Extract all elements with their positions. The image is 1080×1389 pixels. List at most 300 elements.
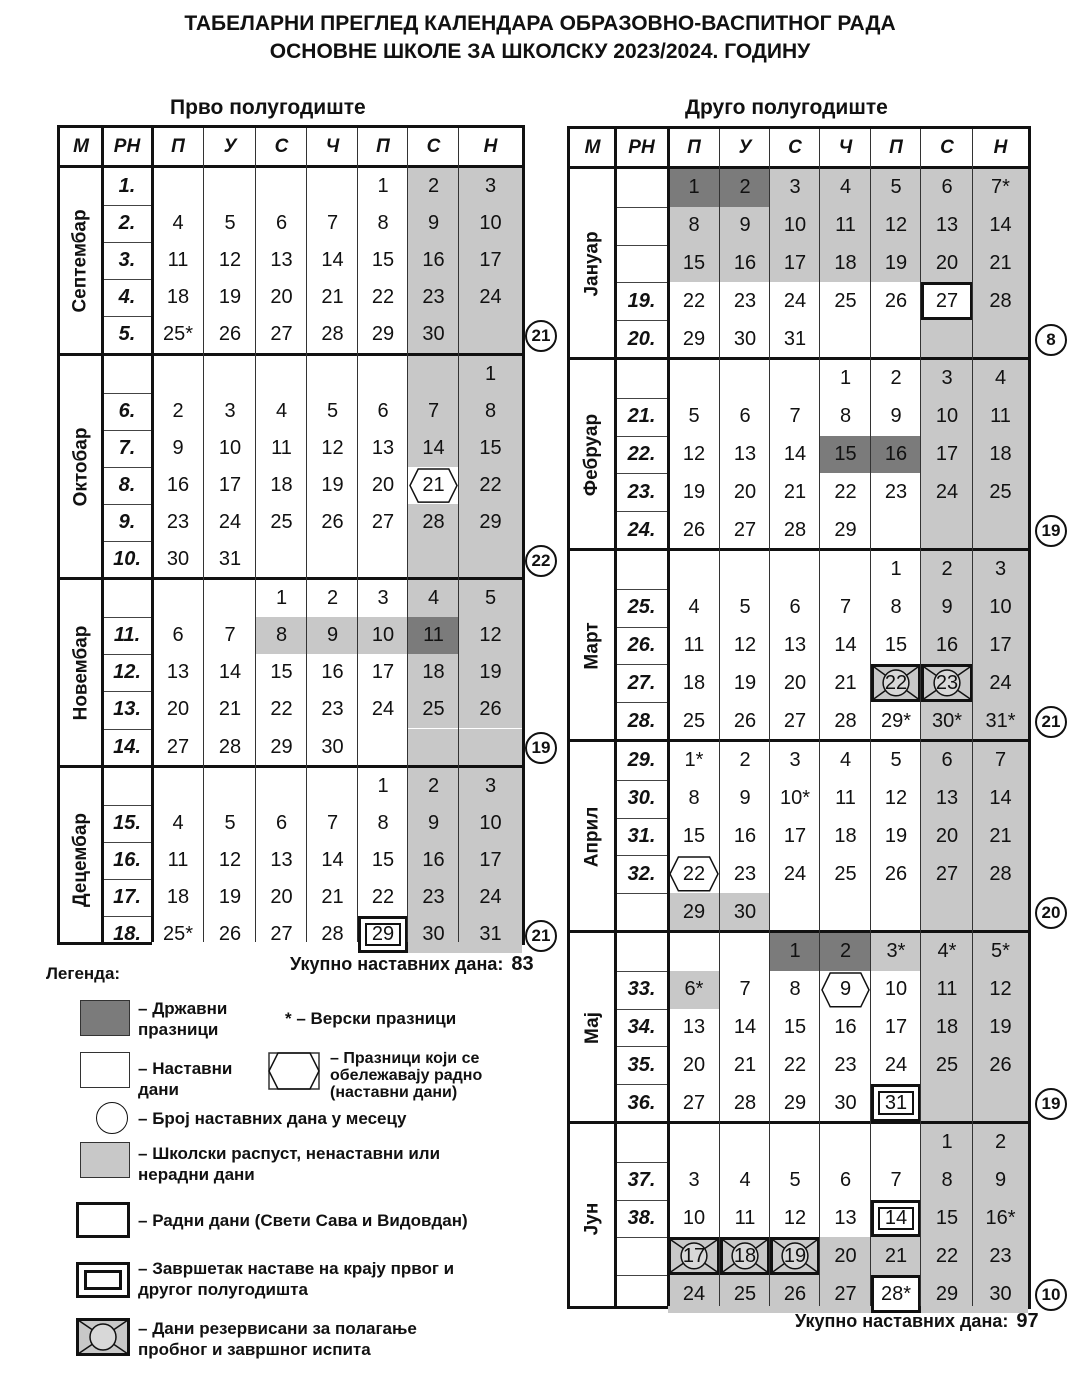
day-cell bbox=[973, 473, 1028, 511]
day-cell bbox=[871, 664, 921, 702]
day-number: 7* bbox=[991, 176, 1010, 199]
day-cell bbox=[720, 818, 770, 856]
day-cell bbox=[408, 168, 459, 205]
day-number: 10 bbox=[989, 596, 1012, 619]
empty-cell bbox=[256, 541, 307, 578]
empty-cell bbox=[408, 541, 459, 578]
day-cell bbox=[307, 617, 358, 654]
week-number: 12. bbox=[113, 661, 141, 684]
legend-break-days-text: Школски распуст, ненаставни или нерадни дани bbox=[138, 1144, 441, 1184]
day-number: 23 bbox=[884, 480, 908, 503]
day-number: 22 bbox=[834, 480, 857, 503]
month-day-count: 22 bbox=[525, 545, 557, 577]
day-number: 17 bbox=[783, 251, 807, 274]
day-number: 29* bbox=[880, 709, 912, 732]
day-number: 24 bbox=[218, 510, 242, 533]
first-half-calendar bbox=[57, 125, 525, 945]
legend-working-days: – Радни дани (Свети Сава и Видовдан) bbox=[138, 1211, 468, 1230]
day-cell bbox=[820, 360, 871, 398]
day-cell bbox=[973, 245, 1028, 283]
day-number: 6* bbox=[684, 978, 704, 1001]
day-cell bbox=[668, 511, 720, 549]
day-cell bbox=[973, 780, 1028, 818]
day-cell bbox=[921, 245, 973, 283]
day-number: 25 bbox=[834, 289, 857, 312]
month-label bbox=[570, 1124, 615, 1313]
day-number: 2 bbox=[739, 749, 751, 772]
column-divider bbox=[972, 129, 973, 1306]
day-number: 31 bbox=[218, 548, 242, 571]
day-cell bbox=[720, 169, 770, 207]
day-cell bbox=[973, 664, 1028, 702]
day-number: 3 bbox=[789, 749, 801, 772]
day-number: 5 bbox=[688, 405, 700, 428]
day-number: 3 bbox=[484, 175, 497, 198]
day-cell bbox=[256, 316, 307, 353]
day-cell bbox=[720, 1162, 770, 1200]
day-cell bbox=[871, 473, 921, 511]
day-number: 26 bbox=[884, 862, 908, 885]
day-cell bbox=[307, 805, 358, 842]
legend-state-holiday-swatch bbox=[80, 1000, 130, 1036]
day-cell bbox=[770, 933, 820, 971]
legend-exam-icon bbox=[76, 1318, 130, 1356]
day-number: 27 bbox=[682, 1091, 706, 1114]
day-cell bbox=[820, 1162, 871, 1200]
month-name: Фебруар bbox=[581, 413, 603, 496]
day-cell bbox=[921, 1275, 973, 1313]
day-cell bbox=[820, 933, 871, 971]
day-number: 27 bbox=[733, 518, 757, 541]
day-number: 8 bbox=[377, 212, 389, 235]
legend-day-count-text: Број наставних дана у месецу bbox=[152, 1109, 407, 1128]
day-number: 20 bbox=[270, 286, 293, 309]
day-number: 21 bbox=[834, 671, 857, 694]
day-number: 12 bbox=[884, 787, 908, 810]
day-number: 31 bbox=[884, 1091, 908, 1114]
day-cell bbox=[871, 436, 921, 474]
day-cell bbox=[408, 617, 459, 654]
empty-cell bbox=[871, 320, 921, 358]
day-cell bbox=[668, 818, 720, 856]
legend-diamond-icon bbox=[268, 1052, 320, 1090]
month-day-count: 21 bbox=[525, 920, 557, 952]
day-number: 3 bbox=[688, 1169, 700, 1192]
day-cell bbox=[408, 467, 459, 504]
day-number: 22 bbox=[682, 862, 706, 885]
empty-cell bbox=[770, 893, 820, 931]
day-cell bbox=[720, 780, 770, 818]
day-cell bbox=[358, 691, 408, 728]
day-cell bbox=[256, 242, 307, 279]
day-number: 22 bbox=[371, 286, 395, 309]
day-number: 20 bbox=[371, 473, 395, 496]
day-cell bbox=[921, 1124, 973, 1162]
month-name: Мај bbox=[581, 1011, 603, 1044]
day-cell bbox=[820, 1237, 871, 1275]
legend-school-day-swatch bbox=[80, 1052, 130, 1088]
legend-school-days-text: Наставни дани bbox=[138, 1059, 233, 1099]
day-number: 19 bbox=[218, 885, 242, 908]
day-number: 5 bbox=[739, 596, 751, 619]
day-number: 3 bbox=[994, 558, 1007, 581]
day-number: 2 bbox=[739, 176, 751, 199]
day-cell bbox=[358, 467, 408, 504]
day-number: 20 bbox=[935, 824, 959, 847]
week-number bbox=[615, 169, 668, 207]
day-number: 10* bbox=[779, 787, 811, 810]
header-cell: Н bbox=[483, 135, 498, 157]
day-number: 23 bbox=[321, 698, 344, 721]
day-number: 27 bbox=[935, 289, 959, 312]
day-number: 13 bbox=[935, 787, 959, 810]
empty-cell bbox=[307, 541, 358, 578]
day-number: 3 bbox=[789, 176, 801, 199]
day-cell bbox=[820, 1046, 871, 1084]
day-number: 26 bbox=[479, 698, 502, 721]
second-half-total-value: 97 bbox=[1016, 1310, 1039, 1332]
week-number: 16. bbox=[113, 848, 141, 871]
day-number: 8 bbox=[377, 811, 389, 834]
month-day-count: 19 bbox=[1035, 1088, 1067, 1120]
day-cell bbox=[820, 664, 871, 702]
month-name: Јун bbox=[581, 1202, 603, 1235]
day-cell bbox=[820, 780, 871, 818]
day-number: 8 bbox=[789, 978, 801, 1001]
day-number: 24 bbox=[783, 289, 807, 312]
day-number: 14 bbox=[321, 848, 344, 871]
day-cell bbox=[256, 729, 307, 766]
day-cell bbox=[820, 169, 871, 207]
column-divider bbox=[255, 128, 256, 942]
week-number bbox=[102, 768, 152, 805]
day-number: 18 bbox=[166, 885, 190, 908]
day-cell bbox=[921, 1200, 973, 1238]
header-cell: Н bbox=[993, 136, 1008, 158]
empty-cell bbox=[668, 551, 720, 589]
column-divider bbox=[819, 129, 820, 1306]
day-number: 30 bbox=[834, 1091, 857, 1114]
header-cell: Ч bbox=[325, 135, 340, 157]
day-cell bbox=[770, 589, 820, 627]
day-cell bbox=[820, 702, 871, 740]
second-half-title: Друго полугодиште bbox=[685, 96, 888, 119]
day-cell bbox=[408, 768, 459, 805]
day-number: 22 bbox=[479, 473, 502, 496]
day-cell bbox=[720, 436, 770, 474]
day-number: 27 bbox=[270, 323, 293, 346]
week-number: 36. bbox=[627, 1091, 656, 1114]
day-number: 16 bbox=[834, 1015, 857, 1038]
day-number: 27 bbox=[834, 1282, 857, 1305]
day-cell bbox=[668, 1200, 720, 1238]
day-cell bbox=[720, 1200, 770, 1238]
day-cell bbox=[770, 1275, 820, 1313]
day-cell bbox=[973, 398, 1028, 436]
day-cell bbox=[720, 664, 770, 702]
week-number: 1. bbox=[118, 175, 136, 198]
day-number: 4 bbox=[994, 367, 1007, 390]
day-cell bbox=[871, 818, 921, 856]
day-cell bbox=[204, 879, 256, 916]
day-cell bbox=[820, 245, 871, 283]
day-number: 27 bbox=[935, 862, 959, 885]
day-cell bbox=[770, 398, 820, 436]
empty-cell bbox=[921, 511, 973, 549]
day-number: 5 bbox=[326, 399, 339, 422]
day-number: 16 bbox=[733, 824, 757, 847]
month-day-count: 20 bbox=[1035, 897, 1067, 929]
month-name: Октобар bbox=[70, 427, 92, 507]
day-cell bbox=[921, 780, 973, 818]
day-number: 17 bbox=[479, 848, 502, 871]
day-cell bbox=[668, 398, 720, 436]
month-label bbox=[570, 933, 615, 1122]
day-number: 11 bbox=[167, 848, 189, 871]
day-number: 2 bbox=[427, 774, 440, 797]
legend-working-day-swatch bbox=[76, 1202, 130, 1238]
day-cell bbox=[459, 617, 522, 654]
day-number: 31 bbox=[783, 327, 807, 350]
day-cell bbox=[307, 316, 358, 353]
day-cell bbox=[307, 879, 358, 916]
day-cell bbox=[408, 916, 459, 953]
day-cell bbox=[152, 393, 204, 430]
day-cell bbox=[459, 279, 522, 316]
day-cell bbox=[668, 1237, 720, 1275]
day-cell bbox=[668, 207, 720, 245]
empty-cell bbox=[871, 511, 921, 549]
day-number: 26 bbox=[218, 923, 242, 946]
empty-cell bbox=[204, 356, 256, 393]
column-divider bbox=[151, 128, 154, 942]
day-cell bbox=[152, 691, 204, 728]
day-cell bbox=[307, 729, 358, 766]
day-cell bbox=[204, 729, 256, 766]
day-number: 15 bbox=[682, 824, 706, 847]
day-cell bbox=[358, 654, 408, 691]
day-cell bbox=[408, 393, 459, 430]
day-cell bbox=[770, 320, 820, 358]
day-number: 19 bbox=[884, 251, 908, 274]
day-cell bbox=[459, 768, 522, 805]
day-number: 23 bbox=[166, 510, 190, 533]
day-number: 15 bbox=[682, 251, 706, 274]
day-cell bbox=[152, 617, 204, 654]
day-number: 21 bbox=[989, 251, 1012, 274]
day-cell bbox=[408, 805, 459, 842]
day-cell bbox=[358, 617, 408, 654]
day-cell bbox=[973, 702, 1028, 740]
day-cell bbox=[820, 855, 871, 893]
day-cell bbox=[459, 580, 522, 617]
day-cell bbox=[204, 916, 256, 953]
legend-end-of-term-swatch bbox=[76, 1262, 130, 1298]
day-number: 4 bbox=[688, 596, 700, 619]
empty-cell bbox=[204, 580, 256, 617]
day-cell bbox=[358, 504, 408, 541]
day-number: 27 bbox=[371, 510, 395, 533]
week-number: 26. bbox=[627, 633, 656, 656]
week-number: 10. bbox=[113, 548, 141, 571]
day-number: 17 bbox=[989, 633, 1012, 656]
day-number: 10 bbox=[783, 214, 807, 237]
day-cell bbox=[820, 971, 871, 1009]
day-cell bbox=[820, 589, 871, 627]
day-number: 8 bbox=[890, 596, 902, 619]
day-cell bbox=[668, 169, 720, 207]
day-cell bbox=[307, 205, 358, 242]
day-number: 31 bbox=[479, 923, 502, 946]
empty-cell bbox=[921, 893, 973, 931]
day-cell bbox=[871, 780, 921, 818]
day-number: 5 bbox=[224, 811, 236, 834]
header-row bbox=[60, 128, 522, 168]
day-cell bbox=[770, 282, 820, 320]
week-number: 6. bbox=[118, 399, 136, 422]
day-number: 12 bbox=[218, 848, 242, 871]
week-number: 19. bbox=[627, 289, 656, 312]
day-cell bbox=[720, 320, 770, 358]
first-half-total-label: Укупно наставних дана: bbox=[290, 954, 504, 974]
day-cell bbox=[921, 551, 973, 589]
day-cell bbox=[459, 430, 522, 467]
day-cell bbox=[204, 393, 256, 430]
day-cell bbox=[152, 654, 204, 691]
week-number: 33. bbox=[627, 978, 656, 1001]
empty-cell bbox=[770, 360, 820, 398]
day-number: 28 bbox=[218, 735, 242, 758]
day-number: 2 bbox=[890, 367, 902, 390]
legend-circle-icon bbox=[96, 1102, 128, 1134]
day-number: 20 bbox=[166, 698, 190, 721]
day-number: 12 bbox=[884, 214, 908, 237]
day-cell bbox=[871, 1200, 921, 1238]
day-number: 30 bbox=[321, 735, 344, 758]
day-cell bbox=[720, 473, 770, 511]
legend-working-holidays-text: Празници који се обележавају радно (наставни дани) bbox=[330, 1050, 483, 1101]
day-number: 15 bbox=[935, 1206, 959, 1229]
day-number: 6 bbox=[839, 1169, 852, 1192]
day-cell bbox=[152, 805, 204, 842]
day-cell bbox=[973, 971, 1028, 1009]
day-number: 6 bbox=[941, 749, 953, 772]
empty-cell bbox=[459, 316, 522, 353]
day-cell bbox=[358, 580, 408, 617]
day-number: 24 bbox=[884, 1053, 908, 1076]
day-number: 7 bbox=[839, 596, 852, 619]
day-number: 1 bbox=[839, 367, 852, 390]
day-number: 19 bbox=[783, 1244, 807, 1267]
header-cell: П bbox=[171, 135, 185, 157]
day-number: 15 bbox=[270, 661, 293, 684]
day-cell bbox=[358, 768, 408, 805]
empty-cell bbox=[459, 541, 522, 578]
day-number: 4 bbox=[839, 176, 852, 199]
day-cell bbox=[921, 589, 973, 627]
day-cell bbox=[871, 169, 921, 207]
day-cell bbox=[204, 805, 256, 842]
day-cell bbox=[256, 691, 307, 728]
day-number: 28 bbox=[834, 709, 857, 732]
day-cell bbox=[871, 855, 921, 893]
legend-state-holidays: – Државни празници bbox=[138, 999, 228, 1039]
header-cell: РН bbox=[628, 136, 655, 158]
day-number: 23 bbox=[935, 671, 959, 694]
day-cell bbox=[408, 654, 459, 691]
day-cell bbox=[820, 1275, 871, 1313]
day-cell bbox=[668, 742, 720, 780]
column-divider bbox=[920, 129, 921, 1306]
day-number: 12 bbox=[479, 624, 502, 647]
day-cell bbox=[720, 398, 770, 436]
day-number: 10 bbox=[479, 811, 502, 834]
day-number: 13 bbox=[733, 442, 757, 465]
day-cell bbox=[921, 1009, 973, 1047]
day-cell bbox=[358, 393, 408, 430]
day-number: 24 bbox=[479, 286, 502, 309]
empty-cell bbox=[204, 768, 256, 805]
day-cell bbox=[921, 742, 973, 780]
day-cell bbox=[152, 316, 204, 353]
day-number: 3 bbox=[377, 587, 389, 610]
day-cell bbox=[720, 282, 770, 320]
day-cell bbox=[204, 430, 256, 467]
day-cell bbox=[720, 1275, 770, 1313]
day-number: 9 bbox=[326, 624, 339, 647]
day-number: 25 bbox=[834, 862, 857, 885]
day-cell bbox=[921, 169, 973, 207]
empty-cell bbox=[408, 729, 459, 766]
day-number: 29 bbox=[479, 510, 502, 533]
day-number: 24 bbox=[682, 1282, 706, 1305]
day-number: 18 bbox=[989, 442, 1012, 465]
empty-cell bbox=[720, 933, 770, 971]
week-number: 3. bbox=[118, 249, 136, 272]
day-number: 14 bbox=[783, 442, 807, 465]
day-number: 8 bbox=[941, 1169, 953, 1192]
day-cell bbox=[668, 702, 720, 740]
day-cell bbox=[871, 1237, 921, 1275]
day-cell bbox=[152, 729, 204, 766]
day-cell bbox=[152, 205, 204, 242]
day-cell bbox=[921, 702, 973, 740]
day-cell bbox=[307, 467, 358, 504]
empty-cell bbox=[770, 1124, 820, 1162]
day-cell bbox=[668, 245, 720, 283]
empty-cell bbox=[307, 768, 358, 805]
day-number: 1 bbox=[275, 587, 288, 610]
day-number: 8 bbox=[839, 405, 852, 428]
day-cell bbox=[459, 168, 522, 205]
day-number: 23 bbox=[422, 885, 445, 908]
day-number: 20 bbox=[834, 1244, 857, 1267]
day-number: 6 bbox=[789, 596, 801, 619]
column-divider bbox=[306, 128, 307, 942]
day-cell bbox=[307, 242, 358, 279]
day-number: 19 bbox=[218, 286, 242, 309]
day-cell bbox=[152, 504, 204, 541]
day-number: 20 bbox=[783, 671, 807, 694]
day-cell bbox=[459, 879, 522, 916]
day-cell bbox=[973, 1046, 1028, 1084]
day-number: 23 bbox=[733, 289, 757, 312]
day-cell bbox=[204, 467, 256, 504]
day-cell bbox=[973, 282, 1028, 320]
day-number: 2 bbox=[172, 399, 184, 422]
column-divider bbox=[203, 128, 204, 942]
day-number: 12 bbox=[682, 442, 706, 465]
